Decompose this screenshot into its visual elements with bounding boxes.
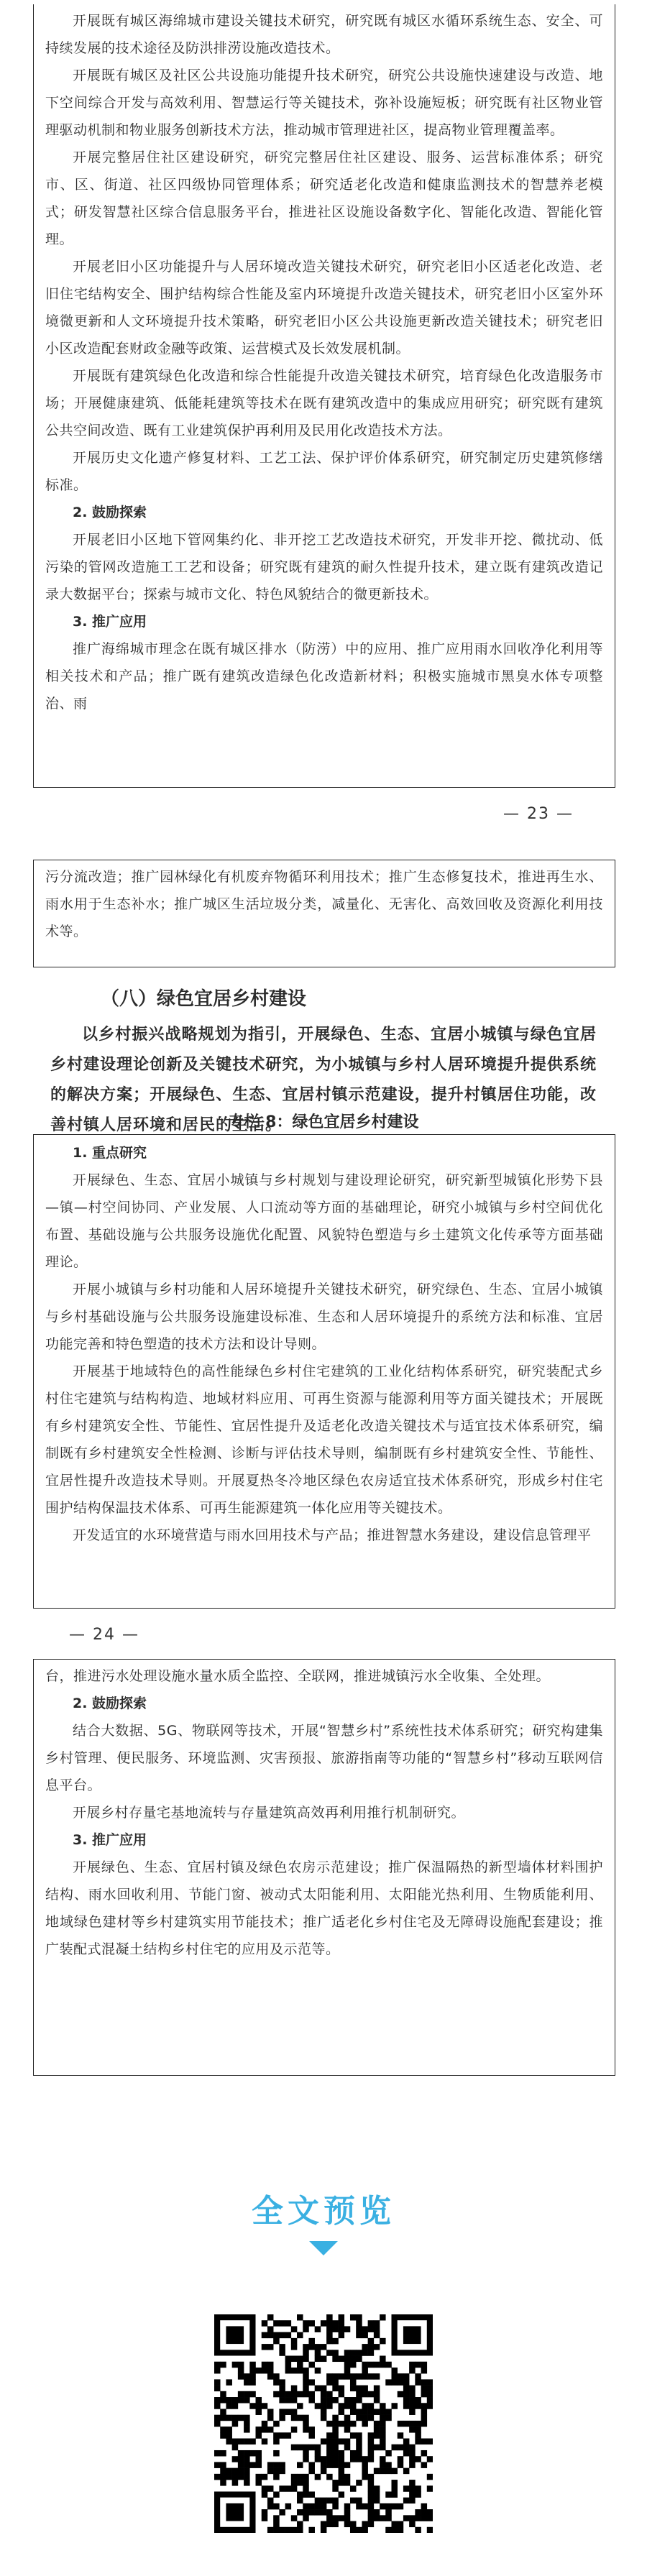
paragraph: 开展老旧小区地下管网集约化、非开挖工艺改造技术研究，开发非开挖、微扰动、低污染的管网改造施工工艺和设备；研究既有建筑的耐久性提升技术，建立既有建筑改造记录大数据平台；探索与城市文化、特色风貌结合的微更新技术。 xyxy=(45,532,603,602)
box-content xyxy=(45,1662,603,1963)
paragraph: 开展完整居住社区建设研究，研究完整居住社区建设、服务、运营标准体系；研究市、区、街道、社区四级协同管理体系；研究适老化改造和健康监测技术的智慧养老模式；研发智慧社区综合信息服务平台，推进社区设施设备数字化、智能化改造、智能化管理。 xyxy=(45,150,603,247)
subheading: 2. 鼓励探索 xyxy=(73,1696,147,1711)
column-box-8 xyxy=(33,1134,615,1609)
paragraph: 台，推进污水处理设施水量水质全监控、全联网，推进城镇污水全收集、全处理。 xyxy=(45,1668,551,1684)
subheading: 2. 鼓励探索 xyxy=(73,505,147,520)
subheading: 3. 推广应用 xyxy=(73,1832,147,1848)
paragraph: 污分流改造；推广园林绿化有机废弃物循环利用技术；推广生态修复技术，推进再生水、雨水用于生态补水；推广城区生活垃圾分类，减量化、无害化、高效回收及资源化利用技术等。 xyxy=(45,869,603,939)
paragraph: 开展绿色、生态、宜居小城镇与乡村规划与建设理论研究，研究新型城镇化形势下县—镇—村空间协同、产业发展、人口流动等方面的基础理论，研究小城镇与乡村空间优化布置、基础设施与公共服务设施优化配置、风貌特色塑造与乡土建筑文化传承等方面基础理论。 xyxy=(45,1172,603,1270)
qr-code-icon xyxy=(214,2314,433,2533)
paragraph: 开展既有建筑绿色化改造和综合性能提升改造关键技术研究，培育绿色化改造服务市场；开展健康建筑、低能耗建筑等技术在既有建筑改造中的集成应用研究；研究既有建筑公共空间改造、既有工业建筑保护再利用及民用化改造技术方法。 xyxy=(45,368,603,438)
column-box-continued-2 xyxy=(33,1659,615,2076)
paragraph: 开展绿色、生态、宜居村镇及绿色农房示范建设；推广保温隔热的新型墙体材料围护结构、雨水回收利用、节能门窗、被动式太阳能利用、太阳能光热利用、生物质能利用、地域绿色建材等乡村建筑实用节能技术；推广适老化乡村住宅及无障碍设施配套建设；推广装配式混凝土结构乡村住宅的应用及示范等。 xyxy=(45,1859,603,1957)
box-content xyxy=(45,863,603,945)
qr-code-image xyxy=(214,2314,433,2533)
page-number: — 24 — xyxy=(69,1626,139,1644)
paragraph: 开展小城镇与乡村功能和人居环境提升关键技术研究，研究绿色、生态、宜居小城镇与乡村基础设施与公共服务设施建设标准、生态和人居环境提升的系统方法和标准、宜居功能完善和特色塑造的技术方法和设计导则。 xyxy=(45,1282,603,1352)
subheading: 1. 重点研究 xyxy=(73,1145,147,1161)
paragraph: 开展基于地域特色的高性能绿色乡村住宅建筑的工业化结构体系研究，研究装配式乡村住宅建筑与结构构造、地域材料应用、可再生资源与能源利用等方面关键技术；开展既有乡村建筑安全性、节能性、宜居性提升及适老化改造关键技术与适宜技术体系研究，编制既有乡村建筑安全性检测、诊断与评估技术导则，编制既有乡村建筑安全性、节能性、宜居性提升改造技术导则。开展夏热冬冷地区绿色农房适宜技术体系研究，形成乡村住宅围护结构保温技术体系、可再生能源建筑一体化应用等关键技术。 xyxy=(45,1363,603,1516)
subheading: 3. 推广应用 xyxy=(73,614,147,630)
column-box-continued xyxy=(33,860,615,967)
paragraph: 开展老旧小区功能提升与人居环境改造关键技术研究，研究老旧小区适老化改造、老旧住宅结构安全、围护结构综合性能及室内环境提升改造关键技术，研究老旧小区室外环境微更新和人文环境提升技术策略，研究老旧小区公共设施更新改造关键技术；研究老旧小区改造配套财政金融等政策、运营模式及长效发展机制。 xyxy=(45,259,603,356)
preview-title: 全文预览 xyxy=(252,2193,395,2230)
section-title: （八）绿色宜居乡村建设 xyxy=(101,988,307,1010)
box-content xyxy=(45,1139,603,1549)
box-content xyxy=(45,7,603,717)
down-arrow-icon xyxy=(309,2241,338,2255)
paragraph: 开发适宜的水环境营造与雨水回用技术与产品；推进智慧水务建设，建设信息管理平 xyxy=(73,1527,592,1543)
paragraph: 结合大数据、5G、物联网等技术，开展“智慧乡村”系统性技术体系研究；研究构建集乡村管理、便民服务、环境监测、灾害预报、旅游指南等功能的“智慧乡村”移动互联网信息平台。 xyxy=(45,1723,603,1793)
paragraph: 开展既有城区及社区公共设施功能提升技术研究，研究公共设施快速建设与改造、地下空间综合开发与高效利用、智慧运行等关键技术，弥补设施短板；研究既有社区物业管理驱动机制和物业服务创新技术方法，推动城市管理进社区，提高物业管理覆盖率。 xyxy=(45,68,603,138)
paragraph: 开展历史文化遗产修复材料、工艺工法、保护评价体系研究，研究制定历史建筑修缮标准。 xyxy=(45,450,603,493)
column-title: 专栏 8：绿色宜居乡村建设 xyxy=(228,1113,419,1131)
paragraph: 开展乡村存量宅基地流转与存量建筑高效再利用推行机制研究。 xyxy=(73,1805,466,1821)
intro-paragraph: 以乡村振兴战略规划为指引，开展绿色、生态、宜居小城镇与绿色宜居乡村建设理论创新及关键技术研究，为小城镇与乡村人居环境提升提供系统的解决方案；开展绿色、生态、宜居村镇示范建设，提升村镇居住功能，改善村镇人居环境和居民的生活。 xyxy=(50,1025,597,1134)
paragraph: 开展既有城区海绵城市建设关键技术研究，研究既有城区水循环系统生态、安全、可持续发展的技术途径及防洪排涝设施改造技术。 xyxy=(45,13,603,56)
column-box-top xyxy=(33,4,615,788)
page-number: — 23 — xyxy=(503,805,574,823)
paragraph: 推广海绵城市理念在既有城区排水（防涝）中的应用、推广应用雨水回收净化利用等相关技术和产品；推广既有建筑改造绿色化改造新材料；积极实施城市黑臭水体专项整治、雨 xyxy=(45,641,603,712)
